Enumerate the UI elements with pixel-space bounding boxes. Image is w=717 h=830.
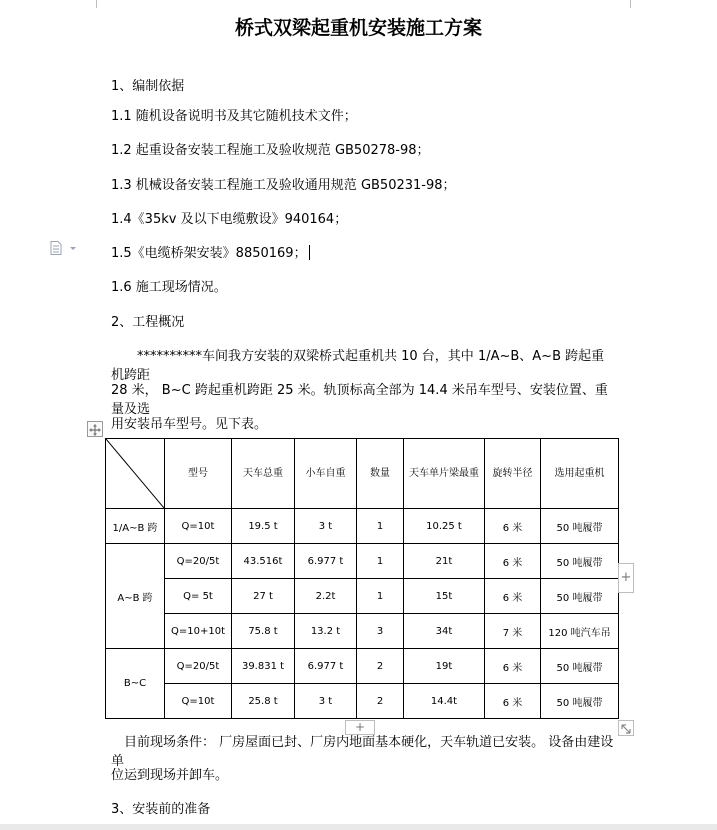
table-cell[interactable]: Q= 5t	[165, 579, 232, 614]
table-cell[interactable]: 50 吨履带	[541, 579, 619, 614]
table-cell[interactable]: 120 吨汽车吊	[541, 614, 619, 649]
overview-line-1[interactable]: **********车间我方安装的双梁桥式起重机共 10 台，其中 1/A~B、A~B 跨起重机跨距	[111, 349, 605, 383]
text-cursor	[309, 245, 311, 260]
basis-item-text: 1.5《电缆桥架安装》8850169；	[111, 246, 307, 261]
resize-diagonal-icon[interactable]	[618, 720, 634, 736]
site-condition-line-2[interactable]: 位运到现场并卸车。	[111, 768, 229, 783]
table-header-cell[interactable]: 型号	[165, 439, 232, 509]
table-cell[interactable]: 50 吨履带	[541, 509, 619, 544]
move-arrows-icon[interactable]	[87, 421, 103, 437]
table-cell[interactable]: 19t	[404, 649, 485, 684]
table-cell[interactable]: 34t	[404, 614, 485, 649]
table-cell[interactable]: 2	[357, 684, 404, 719]
table-cell[interactable]: 3 t	[295, 509, 357, 544]
table-header-cell[interactable]: 数量	[357, 439, 404, 509]
table-row	[106, 544, 619, 579]
page-gap	[0, 824, 717, 830]
basis-item[interactable]: 1.4《35kv 及以下电缆敷设》940164；	[111, 212, 348, 227]
table-cell[interactable]: Q=20/5t	[165, 544, 232, 579]
table-cell[interactable]: Q=10+10t	[165, 614, 232, 649]
table-row	[106, 649, 619, 684]
table-header-cell[interactable]: 天车总重	[232, 439, 295, 509]
crop-mark	[86, 0, 97, 8]
overview-line-2[interactable]: 28 米， B~C 跨起重机跨距 25 米。轨顶标高全部为 14.4 米吊车型号、安装位置、重量及选	[111, 383, 608, 417]
table-cell[interactable]: 6.977 t	[295, 649, 357, 684]
table-cell[interactable]: 43.516t	[232, 544, 295, 579]
basis-item[interactable]: 1.1 随机设备说明书及其它随机技术文件；	[111, 109, 357, 124]
table-cell[interactable]: 19.5 t	[232, 509, 295, 544]
table-cell[interactable]: 7 米	[485, 614, 541, 649]
crane-spec-table[interactable]	[105, 438, 619, 719]
table-cell[interactable]: 14.4t	[404, 684, 485, 719]
basis-item[interactable]: 1.3 机械设备安装工程施工及验收通用规范 GB50231-98；	[111, 178, 456, 193]
basis-item[interactable]	[111, 242, 310, 261]
table-cell[interactable]: 6 米	[485, 544, 541, 579]
table-cell[interactable]: 50 吨履带	[541, 649, 619, 684]
table-cell[interactable]: 25.8 t	[232, 684, 295, 719]
table-cell[interactable]: 6 米	[485, 509, 541, 544]
table-cell[interactable]: 1	[357, 579, 404, 614]
add-row-button[interactable]: +	[345, 720, 375, 735]
table-cell[interactable]: 13.2 t	[295, 614, 357, 649]
table-cell[interactable]: 50 吨履带	[541, 684, 619, 719]
table-header-row	[106, 439, 619, 509]
table-cell[interactable]: 2.2t	[295, 579, 357, 614]
table-cell[interactable]: 6.977 t	[295, 544, 357, 579]
basis-item[interactable]: 1.2 起重设备安装工程施工及验收规范 GB50278-98；	[111, 143, 430, 158]
add-column-button[interactable]: +	[618, 563, 634, 593]
site-condition-line-1[interactable]: 目前现场条件： 厂房屋面已封、厂房内地面基本硬化，天车轨道已安装。 设备由建设单	[111, 735, 614, 769]
table-row	[106, 579, 619, 614]
table-cell[interactable]: 3 t	[295, 684, 357, 719]
table-corner-cell[interactable]	[106, 439, 165, 509]
table-group-cell[interactable]: B~C	[106, 649, 165, 719]
table-cell[interactable]: 6 米	[485, 684, 541, 719]
heading-installation-prep[interactable]: 3、安装前的准备	[111, 802, 211, 817]
crop-mark	[630, 0, 641, 8]
table-group-cell[interactable]: 1/A~B 跨	[106, 509, 165, 544]
table-group-cell[interactable]: A~B 跨	[106, 544, 165, 649]
table-cell[interactable]: 3	[357, 614, 404, 649]
table-cell[interactable]: Q=10t	[165, 684, 232, 719]
basis-item[interactable]: 1.6 施工现场情况。	[111, 280, 227, 295]
table-header-cell[interactable]: 旋转半径	[485, 439, 541, 509]
table-cell[interactable]: 27 t	[232, 579, 295, 614]
table-header-cell[interactable]: 选用起重机	[541, 439, 619, 509]
table-cell[interactable]: 75.8 t	[232, 614, 295, 649]
table-cell[interactable]: 15t	[404, 579, 485, 614]
table-row	[106, 614, 619, 649]
table-row	[106, 509, 619, 544]
table-cell[interactable]: Q=10t	[165, 509, 232, 544]
table-cell[interactable]: Q=20/5t	[165, 649, 232, 684]
table-cell[interactable]: 1	[357, 509, 404, 544]
document-lines-icon[interactable]	[50, 240, 80, 254]
table-row	[106, 684, 619, 719]
heading-project-overview[interactable]: 2、工程概况	[111, 315, 185, 330]
table-cell[interactable]: 39.831 t	[232, 649, 295, 684]
table-header-cell[interactable]: 小车自重	[295, 439, 357, 509]
overview-line-3[interactable]: 用安装吊车型号。见下表。	[111, 417, 268, 432]
table-cell[interactable]: 21t	[404, 544, 485, 579]
table-cell[interactable]: 1	[357, 544, 404, 579]
table-cell[interactable]: 6 米	[485, 649, 541, 684]
table-cell[interactable]: 2	[357, 649, 404, 684]
table-cell[interactable]: 10.25 t	[404, 509, 485, 544]
table-cell[interactable]: 6 米	[485, 579, 541, 614]
document-title[interactable]: 桥式双梁起重机安装施工方案	[234, 17, 482, 39]
heading-compile-basis[interactable]: 1、编制依据	[111, 79, 185, 94]
table-cell[interactable]: 50 吨履带	[541, 544, 619, 579]
table-header-cell[interactable]: 天车单片梁最重	[404, 439, 485, 509]
